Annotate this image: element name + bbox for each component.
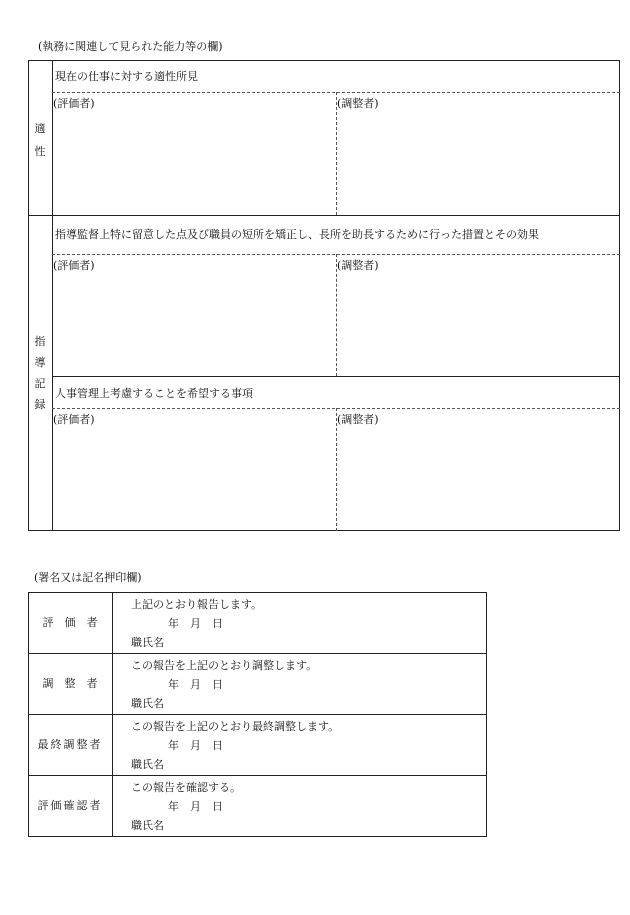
signature-name-label-confirmer: 職氏名 [131,819,164,832]
signature-role-evaluator: 評 価 者 [42,616,98,629]
aptitude-column-divider [336,92,337,215]
signature-role-confirmer: 評価確認者 [37,799,103,812]
aptitude-evaluator-field[interactable] [54,112,334,212]
side-char-guidance-2: 導 [34,356,46,369]
side-char-aptitude-2: 性 [34,145,46,158]
signature-row-divider-2 [28,714,487,715]
aptitude-prompt: 現在の仕事に対する適性所見 [55,70,198,83]
signature-statement-confirmer: この報告を確認する。 [131,781,241,794]
signature-statement-evaluator: 上記のとおり報告します。 [131,598,263,611]
section2-heading: (署名又は記名押印欄) [34,571,142,584]
aptitude-adjuster-field[interactable] [338,112,618,212]
signature-date-confirmer: 年 月 日 [168,800,223,813]
signature-name-label-final-adjuster: 職氏名 [131,758,164,771]
guidance-personnel-divider [52,376,620,377]
guidance-evaluator-field[interactable] [54,274,334,374]
side-char-aptitude-1: 適 [34,122,46,135]
aptitude-adjuster-label: (調整者) [337,97,379,110]
aptitude-guidance-divider [28,215,620,216]
signature-role-final-adjuster: 最終調整者 [37,738,103,751]
guidance-column-divider [336,254,337,376]
signature-row-divider-3 [28,775,487,776]
signature-statement-final-adjuster: この報告を上記のとおり最終調整します。 [131,720,340,733]
guidance-prompt: 指導監督上特に留意した点及び職員の短所を矯正し、長所を助長するために行った措置とその効果 [55,228,539,241]
signature-date-evaluator: 年 月 日 [168,617,223,630]
side-column-divider [52,60,53,531]
side-char-guidance-4: 録 [34,398,46,411]
signature-date-final-adjuster: 年 月 日 [168,739,223,752]
personnel-adjuster-label: (調整者) [337,413,379,426]
personnel-column-divider [336,408,337,531]
guidance-evaluator-label: (評価者) [53,259,95,272]
aptitude-evaluator-label: (評価者) [53,97,95,110]
section1-heading: (執務に関連して見られた能力等の欄) [38,40,223,53]
signature-name-label-evaluator: 職氏名 [131,636,164,649]
personnel-evaluator-label: (評価者) [53,413,95,426]
signature-name-label-adjuster: 職氏名 [131,697,164,710]
signature-statement-adjuster: この報告を上記のとおり調整します。 [131,659,318,672]
guidance-adjuster-label: (調整者) [337,259,379,272]
signature-row-divider-1 [28,653,487,654]
personnel-prompt: 人事管理上考慮することを希望する事項 [55,387,253,400]
side-char-guidance-1: 指 [34,335,46,348]
side-char-guidance-3: 記 [34,377,46,390]
guidance-adjuster-field[interactable] [338,274,618,374]
personnel-adjuster-field[interactable] [338,428,618,528]
personnel-evaluator-field[interactable] [54,428,334,528]
signature-date-adjuster: 年 月 日 [168,678,223,691]
signature-role-adjuster: 調 整 者 [42,677,98,690]
